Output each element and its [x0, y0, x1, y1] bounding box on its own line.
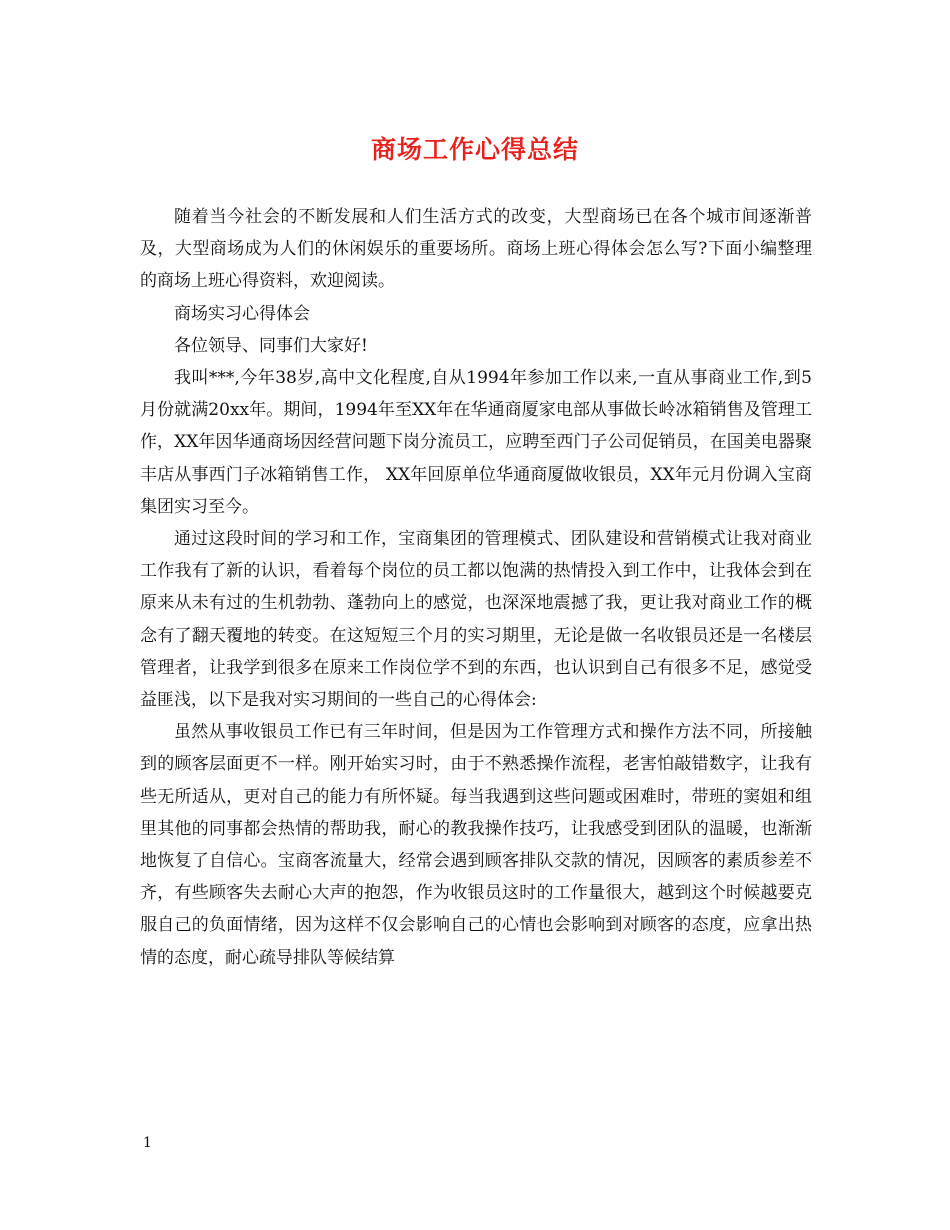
paragraph-experience: 通过这段时间的学习和工作，宝商集团的管理模式、团队建设和营销模式让我对商业工作我有了新的认识，看着每个岗位的员工都以饱满的热情投入到工作中，让我体会到在原来从未有过的生机勃勃、蓬勃向上的感觉，也深深地震撼了我，更让我对商业工作的概念有了翻天覆地的转变。在这短短三个月的实习期里，无论是做一名收银员还是一名楼层管理者，让我学到很多在原来工作岗位学不到的东西，也认识到自己有很多不足，感觉受益匪浅，以下是我对实习期间的一些自己的心得体会: [140, 529, 812, 711]
document-title: 商场工作心得总结 [370, 135, 579, 164]
paragraph-greeting: 各位领导、同事们大家好! [174, 335, 368, 356]
paragraph-subheading: 商场实习心得体会 [174, 303, 310, 324]
paragraph-cashier: 虽然从事收银员工作已有三年时间，但是因为工作管理方式和操作方法不同，所接触到的顾客层面更不一样。刚开始实习时，由于不熟悉操作流程，老害怕敲错数字，让我有些无所适从，更对自己的能力有所怀疑。每当我遇到这些问题或困难时，带班的窦姐和组里其他的同事都会热情的帮助我，耐心的教我操作技巧，让我感受到团队的温暖，也渐渐地恢复了自信心。宝商客流量大，经常会遇到顾客排队交款的情况，因顾客的素质参差不齐，有些顾客失去耐心大声的抱怨，作为收银员这时的工作量很大，越到这个时候越要克服自己的负面情绪，因为这样不仅会影响自己的心情也会影响到对顾客的态度，应拿出热情的态度，耐心疏导排队等候结算 [140, 722, 812, 968]
paragraph-intro: 随着当今社会的不断发展和人们生活方式的改变，大型商场已在各个城市间逐渐普及，大型商场成为人们的休闲娱乐的重要场所。商场上班心得体会怎么写?下面小编整理的商场上班心得资料，欢迎阅读。 [140, 207, 812, 292]
document-body [140, 201, 812, 974]
paragraph-background: 我叫***,今年38岁,高中文化程度,自从1994年参加工作以来,一直从事商业工作,到5月份就满20xx年。期间，1994年至XX年在华通商厦家电部从事做长岭冰箱销售及管理工作，XX年因华通商场因经营问题下岗分流员工，应聘至西门子公司促销员，在国美电器聚丰店从事西门子冰箱销售工作， XX年回原单位华通商厦做收银员，XX年元月份调入宝商集团实习至今。 [140, 368, 812, 517]
page-number: 1 [143, 1135, 152, 1151]
